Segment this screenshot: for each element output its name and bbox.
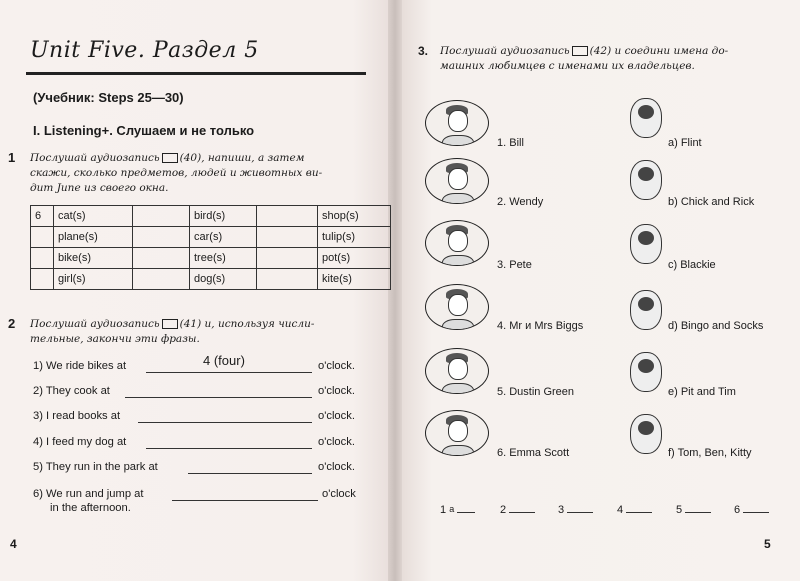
answer-line: [626, 512, 652, 513]
task1-bullet: 1: [8, 150, 16, 165]
body-shape: [442, 319, 474, 330]
task1-instr-part2: (40), напиши, а затем: [179, 152, 305, 164]
owner-label-6[interactable]: 6. Emma Scott: [497, 447, 570, 459]
sentence-5-blank[interactable]: [188, 461, 312, 474]
sentence-2-start: 2) They cook at: [33, 385, 110, 397]
answer-slot-6[interactable]: [734, 504, 769, 516]
pet-label-e[interactable]: e) Pit and Tim: [668, 386, 736, 398]
task1-instr-line3: дит June из своего окна.: [30, 182, 169, 194]
owner-label-1[interactable]: 1. Bill: [497, 137, 524, 149]
face-shape: [448, 168, 468, 190]
sentence-3-blank[interactable]: [138, 410, 312, 423]
sentence-1-end: o'clock.: [318, 360, 355, 372]
sentence-2-end: o'clock.: [318, 385, 355, 397]
face-shape: [448, 358, 468, 380]
table-row: [31, 269, 391, 290]
sentence-6-line2: in the afternoon.: [50, 502, 131, 514]
cassette-icon: [162, 319, 178, 329]
table-cell: pot(s): [318, 248, 391, 269]
task2-instr-line2: тельные, закончи эти фразы.: [30, 333, 200, 345]
pet-picture-parrot: [630, 98, 662, 138]
task3-instruction: [440, 44, 780, 74]
pet-picture-kittens: [630, 414, 662, 454]
face-shape: [448, 294, 468, 316]
answer-number: 6: [734, 504, 741, 516]
table-cell[interactable]: [133, 269, 190, 290]
sentence-4-start: 4) I feed my dog at: [33, 436, 127, 448]
answer-number: 5: [676, 504, 683, 516]
pet-label-d[interactable]: d) Bingo and Socks: [668, 320, 764, 332]
answer-slot-5[interactable]: [676, 504, 711, 516]
book-gutter: [388, 0, 402, 581]
task2-instr-part1: Послушай аудиозапись: [30, 318, 160, 330]
word-count-table: [30, 205, 391, 290]
table-cell[interactable]: [257, 206, 318, 227]
table-cell[interactable]: [31, 227, 54, 248]
owner-label-3[interactable]: 3. Pete: [497, 259, 532, 271]
answer-slot-2[interactable]: [500, 504, 535, 516]
answer-line: [457, 512, 475, 513]
pet-label-f[interactable]: f) Tom, Ben, Kitty: [668, 447, 752, 459]
answer-number: 2: [500, 504, 507, 516]
sentence-6-start: 6) We run and jump at: [33, 488, 144, 500]
answer-slot-3[interactable]: [558, 504, 593, 516]
answer-line: [685, 512, 711, 513]
sentence-3-end: o'clock.: [318, 410, 355, 422]
filled-answer: 4 (four): [203, 353, 245, 368]
answer-line: [743, 512, 769, 513]
body-shape: [442, 445, 474, 456]
table-cell[interactable]: [257, 227, 318, 248]
textbook-reference: (Учебник: Steps 25—30): [33, 90, 184, 105]
task2-instr-part2: (41) и, используя числи-: [179, 318, 315, 330]
answer-number: 4: [617, 504, 624, 516]
owner-label-4[interactable]: 4. Mr и Mrs Biggs: [497, 320, 584, 332]
answer-line: [567, 512, 593, 513]
body-shape: [442, 383, 474, 394]
answer-slot-1[interactable]: [440, 504, 475, 516]
table-row: [31, 227, 391, 248]
task1-instr-part1: Послушай аудиозапись: [30, 152, 160, 164]
table-cell[interactable]: [133, 206, 190, 227]
unit-title: Unit Five. Раздел 5: [30, 38, 259, 63]
table-cell: tulip(s): [318, 227, 391, 248]
sentence-1-start: 1) We ride bikes at: [33, 360, 127, 372]
body-shape: [442, 135, 474, 146]
owner-portrait-dustin-green: [425, 348, 489, 394]
answer-number: 1: [440, 504, 447, 516]
task3-instr-line2: машних любимцев с именами их владельцев.: [440, 60, 695, 72]
answer-value: a: [449, 504, 455, 514]
face-shape: [448, 110, 468, 132]
task3-instr-part2: (42) и соедини имена до-: [589, 45, 729, 57]
table-cell[interactable]: [133, 227, 190, 248]
task3-number: 3.: [418, 44, 429, 58]
cassette-icon: [162, 153, 178, 163]
table-cell: girl(s): [54, 269, 133, 290]
pet-picture-hamsters: [630, 352, 662, 392]
table-cell: dog(s): [190, 269, 257, 290]
owner-portrait-wendy: [425, 158, 489, 204]
pet-picture-cat: [630, 224, 662, 264]
pet-picture-birdcage: [630, 160, 662, 200]
cassette-icon: [572, 46, 588, 56]
owner-label-2[interactable]: 2. Wendy: [497, 196, 544, 208]
face-shape: [448, 420, 468, 442]
answer-slot-4[interactable]: [617, 504, 652, 516]
owner-portrait-bill: [425, 100, 489, 146]
sentence-4-blank[interactable]: [146, 436, 312, 449]
table-cell[interactable]: [31, 248, 54, 269]
owner-portrait-emma-scott: [425, 410, 489, 456]
pet-picture-dogs: [630, 290, 662, 330]
sentence-4-end: o'clock.: [318, 436, 355, 448]
table-cell: plane(s): [54, 227, 133, 248]
task2-bullet: 2: [8, 316, 16, 331]
table-cell: shop(s): [318, 206, 391, 227]
answer-line: [509, 512, 535, 513]
sentence-6-end: o'clock: [322, 488, 356, 500]
sentence-2-blank[interactable]: [125, 385, 312, 398]
table-cell: cat(s): [54, 206, 133, 227]
table-cell: tree(s): [190, 248, 257, 269]
pet-label-a[interactable]: a) Flint: [668, 137, 702, 149]
table-cell[interactable]: [133, 248, 190, 269]
body-shape: [442, 193, 474, 204]
pet-label-b[interactable]: b) Chick and Rick: [668, 196, 755, 208]
task1-instr-line2: скажи, сколько предметов, людей и животных ви-: [30, 167, 323, 179]
table-row: [31, 206, 391, 227]
sentence-5-start: 5) They run in the park at: [33, 461, 158, 473]
task2-instruction: [30, 317, 375, 347]
table-cell[interactable]: [31, 269, 54, 290]
task1-instruction: [30, 151, 375, 196]
owner-label-5[interactable]: 5. Dustin Green: [497, 386, 575, 398]
sentence-6-blank[interactable]: [172, 488, 318, 501]
section-title: I. Listening+. Слушаем и не только: [33, 123, 255, 138]
face-shape: [448, 230, 468, 252]
sentence-3-start: 3) I read books at: [33, 410, 121, 422]
pet-label-c[interactable]: c) Blackie: [668, 259, 716, 271]
body-shape: [442, 255, 474, 266]
answer-number: 3: [558, 504, 565, 516]
table-cell: car(s): [190, 227, 257, 248]
owner-portrait-biggs: [425, 284, 489, 330]
page-number-right: 5: [764, 537, 771, 551]
title-divider: [26, 72, 366, 75]
table-cell[interactable]: 6: [31, 206, 54, 227]
owner-portrait-pete: [425, 220, 489, 266]
page-number-left: 4: [10, 537, 17, 551]
table-cell: bird(s): [190, 206, 257, 227]
sentence-5-end: o'clock.: [318, 461, 355, 473]
table-cell[interactable]: [257, 269, 318, 290]
task3-instr-part1: Послушай аудиозапись: [440, 45, 570, 57]
table-cell[interactable]: [257, 248, 318, 269]
table-row: [31, 248, 391, 269]
table-cell: kite(s): [318, 269, 391, 290]
table-cell: bike(s): [54, 248, 133, 269]
